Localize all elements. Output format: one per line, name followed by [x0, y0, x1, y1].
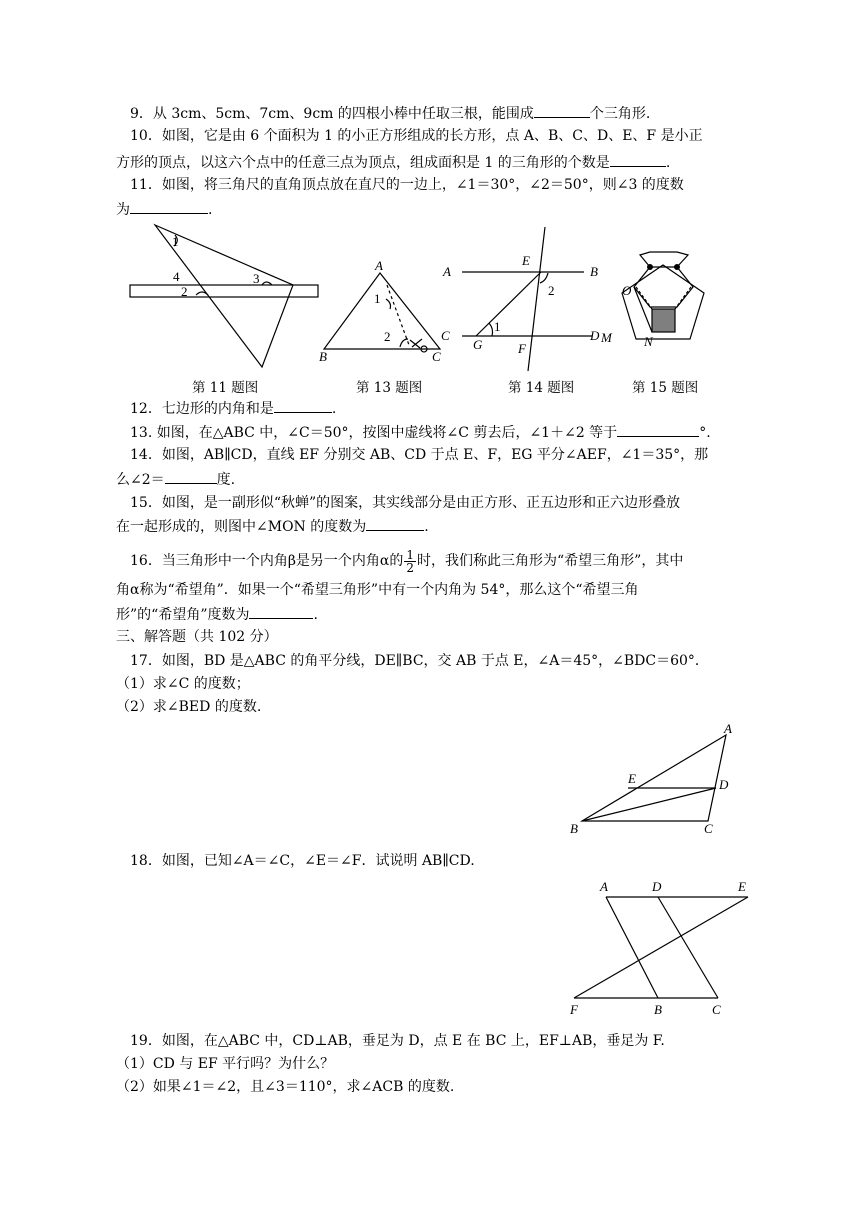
figure-18 — [560, 872, 760, 1022]
fig13-label-2: 2 — [384, 329, 391, 344]
fig14-label-M: M — [601, 330, 612, 345]
question-14-line-2: 么∠2＝ 度. — [116, 469, 235, 490]
question-10-line-1: 10．如图，它是由 6 个面积为 1 的小正方形组成的长方形，点 A、B、C、D、E、F 是小正 — [130, 128, 703, 144]
question-17-part-2: （2）求∠BED 的度数. — [116, 699, 262, 715]
caption-fig-15: 第 15 题图 — [632, 380, 699, 396]
question-19-line-1: 19．如图，在△ABC 中，CD⊥AB，垂足为 D，点 E 在 BC 上，EF⊥AB，垂足为 F. — [130, 1033, 665, 1049]
fig18-label-C: C — [712, 1002, 721, 1017]
fig17-label-E: E — [628, 771, 636, 786]
answer-blank[interactable] — [610, 152, 666, 167]
question-19-part-2: （2）如果∠1＝∠2，且∠3＝110°，求∠ACB 的度数. — [116, 1079, 455, 1095]
fig13-label-C: C — [432, 349, 441, 364]
fig13-label-A: A — [375, 258, 383, 273]
answer-blank[interactable] — [534, 103, 590, 118]
question-11-line-2: 为 . — [116, 199, 212, 220]
question-10-line-2: 方形的顶点，以这六个点中的任意三点为顶点，组成面积是 1 的三角形的个数是 . — [116, 152, 670, 173]
figure-11 — [130, 225, 318, 367]
caption-fig-11: 第 11 题图 — [192, 380, 259, 396]
fig14-label-D: D — [590, 328, 600, 343]
fig18-label-B: B — [654, 1002, 662, 1017]
fig15-label-N: N — [644, 334, 653, 349]
fig13-label-1: 1 — [374, 291, 381, 306]
question-17-part-1: （1）求∠C 的度数； — [116, 676, 250, 692]
caption-fig-13: 第 13 题图 — [356, 380, 423, 396]
fig18-label-A: A — [600, 879, 608, 894]
answer-blank[interactable] — [130, 199, 208, 214]
figure-15 — [622, 252, 704, 339]
fig11-label-2: 2 — [181, 284, 188, 299]
question-17-line-1: 17．如图，BD 是△ABC 的角平分线，DE∥BC，交 AB 于点 E，∠A＝45°，∠BDC＝60°． — [130, 653, 709, 669]
fig14-label-E: E — [522, 253, 530, 268]
question-12: 12．七边形的内角和是 . — [130, 398, 336, 419]
ruler — [130, 285, 318, 297]
question-16-line-1: 16．当三角形中一个内角β是另一个内角α的 $\frac{1}{2}$ 时，我们称此三角形为“希望三角形”，其中 — [130, 547, 684, 575]
fig17-label-D: D — [719, 777, 729, 792]
fig15-label-O: O — [622, 283, 632, 298]
figure-13 — [324, 273, 440, 352]
fig14-label-2: 2 — [548, 283, 555, 298]
figures-row — [0, 215, 860, 375]
answer-blank[interactable] — [366, 516, 424, 531]
question-15-line-1: 15．如图，是一副形似“秋蝉”的图案，其实线部分是由正方形、正五边形和正六边形叠放 — [130, 495, 681, 511]
question-13: 13. 如图，在△ABC 中，∠C＝50°，按图中虚线将∠C 剪去后，∠1＋∠2 等于 °. — [130, 422, 711, 443]
fig11-label-3: 3 — [253, 271, 260, 286]
answer-blank[interactable] — [274, 398, 332, 413]
question-16-line-3: 形”的“希望角”度数为 . — [116, 604, 318, 625]
answer-blank[interactable] — [165, 469, 217, 484]
question-18: 18．如图，已知∠A＝∠C，∠E＝∠F．试说明 AB∥CD. — [130, 853, 475, 869]
fig11-label-1: 1 — [172, 234, 179, 249]
fig13-label-B: B — [319, 349, 327, 364]
question-11-line-1: 11．如图，将三角尺的直角顶点放在直尺的一边上，∠1＝30°，∠2＝50°，则∠3 的度数 — [130, 177, 684, 193]
fig18-label-E: E — [738, 879, 746, 894]
section-heading: 三、解答题（共 102 分） — [116, 629, 278, 645]
fig18-label-F: F — [570, 1002, 578, 1017]
fig14-label-G: G — [473, 337, 483, 352]
caption-fig-14: 第 14 题图 — [508, 380, 575, 396]
fig14-label-C: C — [441, 328, 450, 343]
question-9: 9．从 3cm、5cm、7cm、9cm 的四根小棒中任取三根，能围成 个三角形. — [130, 103, 650, 124]
question-16-line-2: 角α称为“希望角”．如果一个“希望三角形”中有一个内角为 54°，那么这个“希望三角 — [116, 582, 639, 598]
answer-blank[interactable] — [249, 604, 313, 619]
fig14-label-1: 1 — [494, 319, 501, 334]
fig14-label-F: F — [518, 341, 526, 356]
question-19-part-1: （1）CD 与 EF 平行吗？为什么？ — [116, 1056, 335, 1072]
fig17-label-A: A — [724, 721, 732, 736]
fraction-one-half: $\frac{1}{2}$ — [406, 547, 415, 575]
fig17-label-B: B — [570, 821, 578, 836]
fig17-label-C: C — [704, 821, 713, 836]
fig14-label-B: B — [590, 264, 598, 279]
fig18-label-D: D — [652, 879, 662, 894]
fig15-dot — [674, 264, 680, 270]
question-15-line-2: 在一起形成的，则图中∠MON 的度数为 . — [116, 516, 429, 537]
question-14-line-1: 14．如图，AB∥CD，直线 EF 分别交 AB、CD 于点 E、F，EG 平分∠AEF，∠1＝35°，那 — [130, 447, 709, 463]
figure-17 — [560, 715, 760, 840]
fig11-label-4: 4 — [173, 269, 180, 284]
answer-blank[interactable] — [617, 422, 699, 437]
fig14-label-A: A — [443, 264, 451, 279]
fig15-dot — [647, 264, 653, 270]
